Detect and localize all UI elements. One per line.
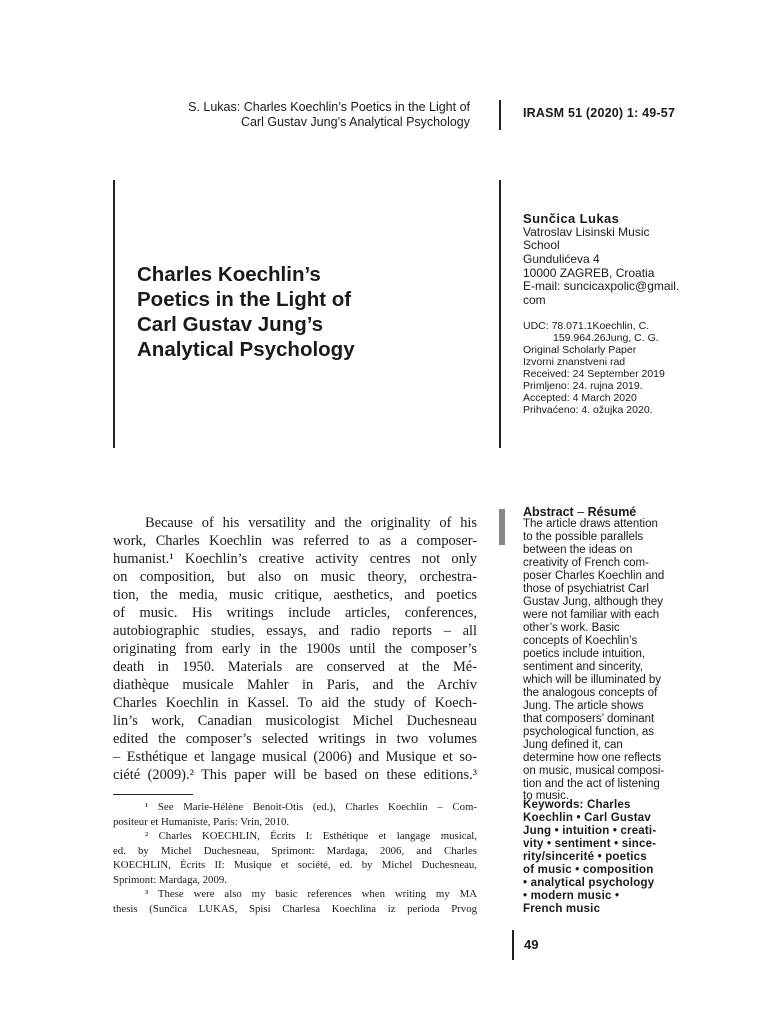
keywords-line: of music • composition <box>523 864 654 876</box>
footnote-separator <box>113 794 193 795</box>
abstract-line: between the ideas on <box>523 544 633 556</box>
abstract-line: those of psychiatrist Carl <box>523 583 649 595</box>
abstract-line: which will be illuminated by <box>523 674 662 686</box>
body-line: Because of his versatility and the originality of his <box>145 515 477 531</box>
abstract-line: on music, musical composi- <box>523 765 665 777</box>
keywords-line: • modern music • <box>523 890 620 902</box>
affiliation-line: Gundulićeva 4 <box>523 252 600 266</box>
journal-reference: IRASM 51 (2020) 1: 49-57 <box>523 106 676 120</box>
abstract-heading-alt: Résumé <box>587 505 637 519</box>
title-line: Poetics in the Light of <box>137 288 352 311</box>
footnote-line: thesis (Sunčica LUKAS, Spisi Charlesa Koechlina iz perioda Prvog <box>113 902 477 915</box>
abstract-line: The article draws attention <box>523 518 658 530</box>
article-title <box>137 262 487 362</box>
keywords-line: Koechlin • Carl Gustav <box>523 812 651 824</box>
footnote-line: positeur et Humaniste, Paris: Vrin, 2010. <box>113 815 290 828</box>
abstract-line: creativity of French com- <box>523 557 649 569</box>
abstract-line: sentiment and sincerity, <box>523 661 643 673</box>
body-line: tion, the media, music critique, aesthetics, and poetics <box>113 587 477 603</box>
body-line: work, Charles Koechlin was referred to as a composer- <box>113 533 477 549</box>
abstract-heading-label: Abstract <box>523 505 574 519</box>
abstract-line: poser Charles Koechlin and <box>523 570 665 582</box>
footnotes <box>113 800 477 916</box>
email-line: com <box>523 293 546 307</box>
body-line: originating from early in the 1900s until the composer’s <box>113 641 477 657</box>
abstract-line: poetics include intuition, <box>523 648 646 660</box>
abstract-line: Gustav Jung, although they <box>523 596 664 608</box>
footnote-line: ² Charles KOECHLIN, Écrits I: Esthétique et langage musical, <box>145 830 477 842</box>
body-line: Charles Koechlin in Kassel. To aid the study of Koech- <box>113 695 477 711</box>
classification-line: Original Scholarly Paper <box>523 344 637 356</box>
abstract-line: determine how one reflects <box>523 752 662 764</box>
abstract-line: the analogous concepts of <box>523 687 658 699</box>
keywords-line: Jung • intuition • creati- <box>523 825 657 837</box>
classification-line: Izvorni znanstveni rad <box>523 356 626 368</box>
footnote-line: ³ These were also my basic references when writing my MA <box>145 888 477 900</box>
title-line: Analytical Psychology <box>137 338 355 361</box>
footnote-line: Sprimont: Mardaga, 2009. <box>113 873 227 886</box>
title-right-rule <box>499 180 501 448</box>
keywords-line: French music <box>523 903 601 915</box>
title-line: Charles Koechlin’s <box>137 263 321 286</box>
abstract-line: tion and the act of listening <box>523 778 660 790</box>
classification-line: UDC: 78.071.1Koechlin, C. <box>523 320 650 332</box>
abstract-line: were not familiar with each <box>523 609 660 621</box>
keywords-line: • analytical psychology <box>523 877 655 889</box>
keywords-line: Keywords: Charles <box>523 799 631 811</box>
abstract-line: that composers’ dominant <box>523 713 655 725</box>
abstract-line: psychological function, as <box>523 726 655 738</box>
body-line: lin’s work, Canadian musicologist Michel Duchesneau <box>113 713 477 729</box>
affiliation-line: 10000 ZAGREB, Croatia <box>523 266 655 280</box>
affiliation-line: School <box>523 238 560 252</box>
keywords-line: rity/sincerité • poetics <box>523 851 647 863</box>
title-line: Carl Gustav Jung’s <box>137 313 324 336</box>
page-number: 49 <box>524 937 539 952</box>
body-text <box>113 514 477 784</box>
running-head <box>140 100 470 130</box>
footnote-line: ¹ See Marie-Hélène Benoit-Otis (ed.), Charles Koechlin – Com- <box>145 801 477 813</box>
body-line: ciété (2009).² This paper will be based on these editions.³ <box>113 767 477 783</box>
body-line: on composition, but also on music theory, orchestra- <box>113 569 477 585</box>
abstract-line: Jung. The article shows <box>523 700 644 712</box>
body-line: humanist.¹ Koechlin’s creative activity centres not only <box>113 551 477 567</box>
received-date-hr: Primljeno: 24. rujna 2019. <box>523 380 643 392</box>
accepted-date: Accepted: 4 March 2020 <box>523 392 637 404</box>
abstract-line: concepts of Koechlin’s <box>523 635 638 647</box>
email-line: E-mail: suncicaxpolic@gmail. <box>523 279 680 293</box>
received-date: Received: 24 September 2019 <box>523 368 665 380</box>
body-line: diathèque musicale Mahler in Paris, and the Archiv <box>113 677 477 693</box>
classification-line: 159.964.26Jung, C. G. <box>553 332 659 344</box>
abstract-line: other’s work. Basic <box>523 622 620 634</box>
body-line: – Esthétique et langage musical (2006) and Musique et so- <box>113 749 477 765</box>
abstract-heading <box>523 505 636 519</box>
affiliation-line: Vatroslav Lisinski Music <box>523 225 650 239</box>
running-head-line: Carl Gustav Jung’s Analytical Psychology <box>240 115 470 129</box>
footnote-line: KOECHLIN, Écrits II: Musique et société, ed. by Michel Duchesneau, <box>113 859 477 871</box>
abstract-marker-bar <box>499 509 505 545</box>
body-line: death in 1950. Materials are conserved at the Mé- <box>113 659 477 675</box>
body-line: edited the composer’s selected writings in two volumes <box>113 731 477 747</box>
body-line: autobiographic studies, essays, and radio reports – all <box>113 623 477 639</box>
abstract-line: Jung defined it, can <box>523 739 623 751</box>
footnote-line: ed. by Michel Duchesneau, Sprimont: Mardaga, 2006, and Charles <box>113 844 477 857</box>
abstract-line: to music. <box>523 790 570 802</box>
abstract-line: to the possible parallels <box>523 531 644 543</box>
header-divider <box>499 100 501 130</box>
title-left-rule <box>113 180 115 448</box>
body-line: of music. His writings include articles, conferences, <box>113 605 477 621</box>
abstract-heading-dash: – <box>573 505 588 519</box>
author-name: Sunčica Lukas <box>523 211 620 226</box>
running-head-line: S. Lukas: Charles Koechlin’s Poetics in the Light of <box>188 100 470 114</box>
accepted-date-hr: Prihvaćeno: 4. ožujka 2020. <box>523 404 653 416</box>
keywords-line: vity • sentiment • since- <box>523 838 657 850</box>
page-number-rule <box>512 930 514 960</box>
